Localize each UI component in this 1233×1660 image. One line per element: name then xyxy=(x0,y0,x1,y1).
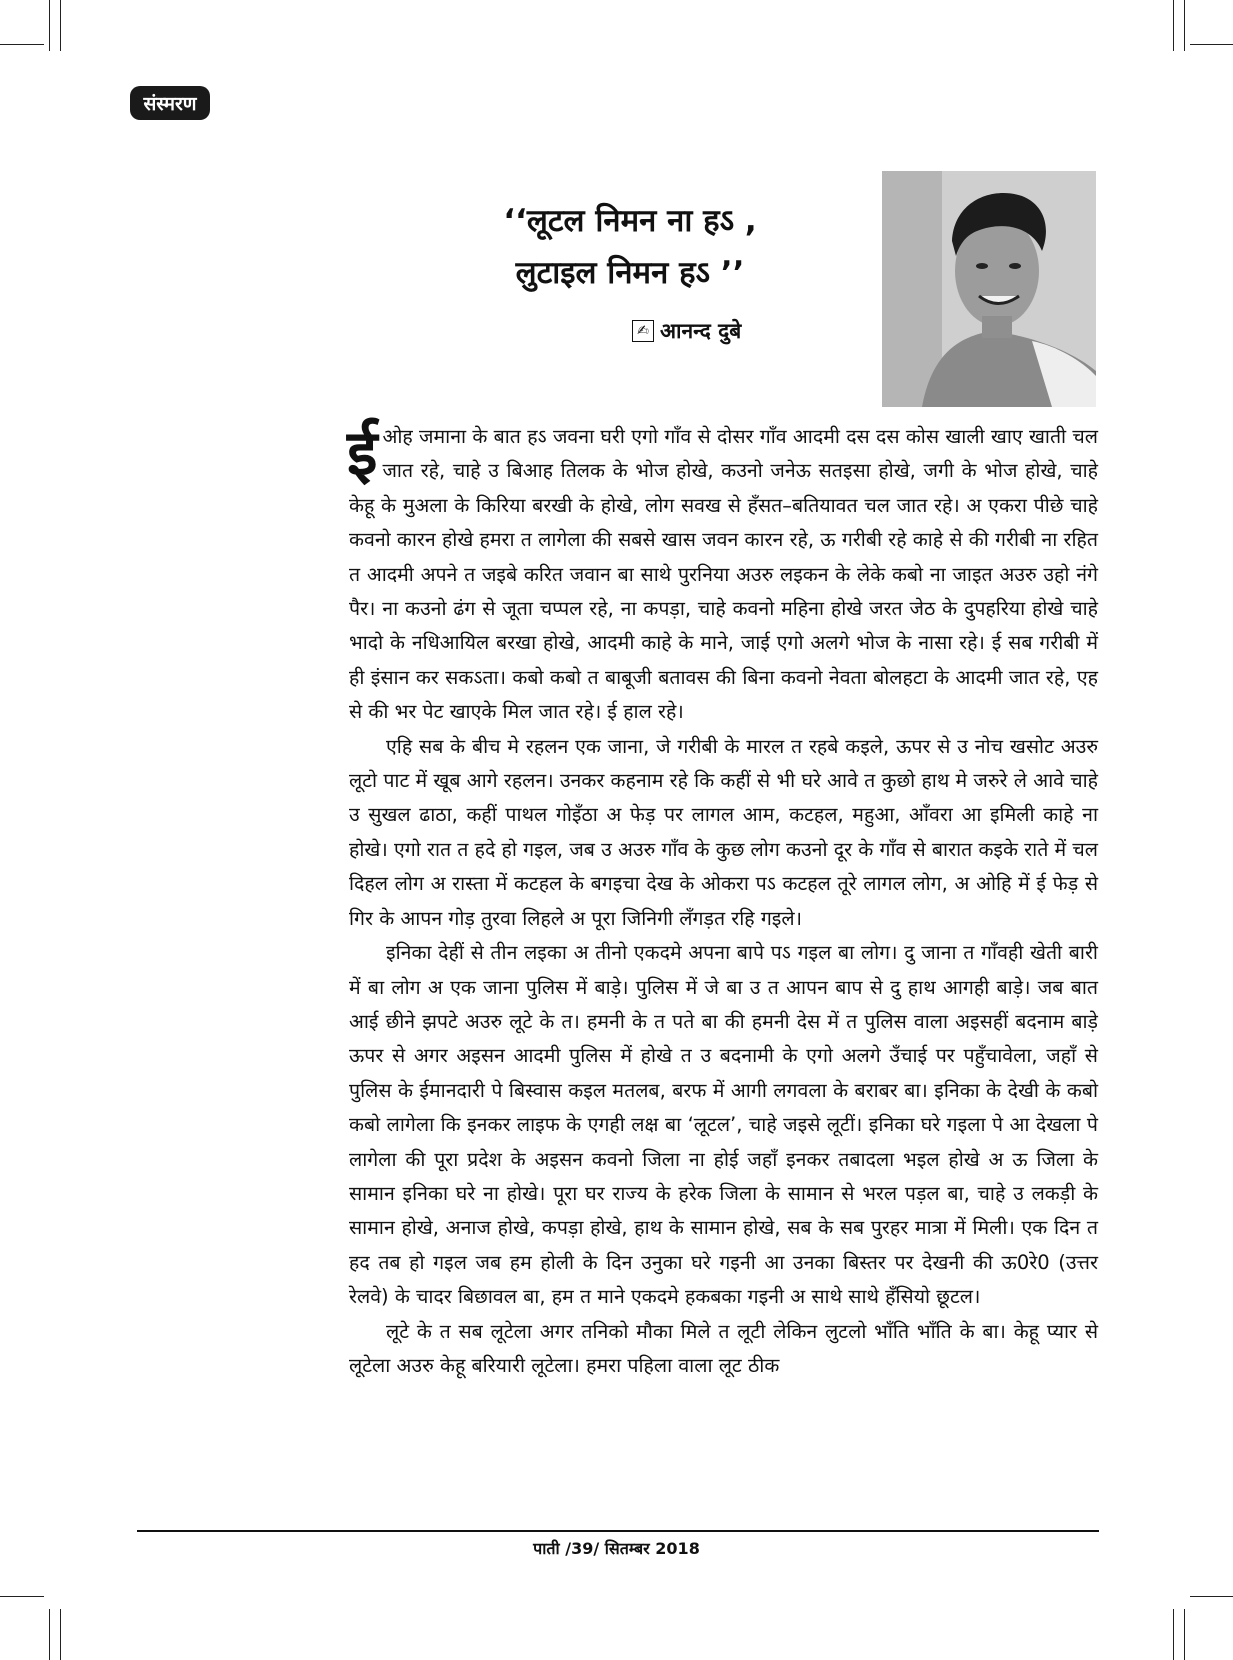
footer-rule xyxy=(137,1530,1099,1532)
author-portrait-illustration xyxy=(882,171,1096,407)
crop-mark xyxy=(60,1609,61,1660)
crop-mark xyxy=(1190,44,1233,45)
paragraph xyxy=(347,416,1098,730)
paragraph-text: ओह जमाना के बात हऽ जवना घरी एगो गाँव से दोसर गाँव आदमी दस दस कोस खाली खाए खाती चल जात रहे, चाहे उ बिआह तिलक के भोज होखे, कउनो जनेऊ सतइसा होखे, जगी के भोज होखे, चाहे केहू के मुअला के किरिया बरखी के होखे, लोग सवख से हँसत–बतियावत चल जात रहे। अ एकरा पीछे चाहे कवनो कारन होखे हमरा त लागेला की सबसे खास जवन कारन रहे, ऊ गरीबी रहे काहे से की गरीबी ना रहित त आदमी अपने त जइबे करित जवान बा साथे पुरनिया अउरु लइकन के लेके कबो ना जाइत अउरु उहो नंगे पैर। ना कउनो ढंग से जूता चप्पल रहे, ना कपड़ा, चाहे कवनो महिना होखे जरत जेठ के दुपहरिया होखे चाहे भादो के नधिआयिल बरखा होखे, आदमी काहे के माने, जाई एगो अलगे भोज के नासा रहे। ई सब गरीबी में ही इंसान कर सकऽता। कबो कबो त बाबूजी बतावस की बिना कवनो नेवता बोलहटा के आदमी जात रहे, एह से की भर पेट खाएके मिल जात रहे। ई हाल रहे। xyxy=(349,425,1098,724)
paragraph: इनिका देहीं से तीन लइका अ तीनो एकदमे अपना बापे पऽ गइल बा लोग। दु जाना त गाँवही खेती बारी में बा लोग अ एक जाना पुलिस में बाड़े। पुलिस में जे बा उ त आपन बाप से दु हाथ आगही बाड़े। जब बात आई छीने झपटे अउरु लूटे के त। हमनी के त पते बा की हमनी देस में त पुलिस वाला अइसहीं बदनाम बाड़े ऊपर से अगर अइसन आदमी पुलिस में होखे त उ बदनामी के एगो अलगे उँचाई पर पहुँचावेला, जहाँ से पुलिस के ईमानदारी पे बिस्वास कइल मतलब, बरफ में आगी लगवला के बराबर बा। इनिका के देखी के कबो कबो लागेला कि इनकर लाइफ के एगही लक्ष बा ‘लूटल’, चाहे जइसे लूटीं। इनिका घरे गइला पे आ देखला पे लागेला की पूरा प्रदेश के अइसन कवनो जिला ना होई जहाँ इनकर तबादला भइल होखे अ ऊ जिला के सामान इनिका घरे ना होखे। पूरा घर राज्य के हरेक जिला के सामान से भरल पड़ल बा, चाहे उ लकड़ी के सामान होखे, अनाज होखे, कपड़ा होखे, हाथ के सामान होखे, सब के सब पुरहर मात्रा में मिली। एक दिन त हद तब हो गइल जब हम होली के दिन उनुका घरे गइनी आ उनका बिस्तर पर देखनी की ऊ0रे0 (उत्तर रेलवे) के चादर बिछावल बा, हम त माने एकदमे हकबका गइनी अ साथे साथे हँसियो छूटल। xyxy=(349,941,1098,1309)
crop-mark xyxy=(1173,1609,1174,1660)
crop-mark xyxy=(0,1596,44,1597)
crop-mark xyxy=(60,0,61,51)
byline xyxy=(632,317,741,345)
section-tag: संस्मरण xyxy=(130,86,210,120)
paragraph: लूटे के त सब लूटेला अगर तनिको मौका मिले त लूटी लेकिन लुटलो भाँति भाँति के बा। केहू प्यार से लूटेला अउरु केहू बरियारी लूटेला। हमरा पहिला वाला लूट ठीक xyxy=(349,1319,1098,1377)
pen-icon: ✍ xyxy=(632,320,654,342)
crop-mark xyxy=(1173,0,1174,51)
title-line-1: ‘‘लूटल निमन ना हऽ , xyxy=(503,203,757,239)
crop-mark xyxy=(1190,1596,1233,1597)
crop-mark xyxy=(0,44,44,45)
crop-mark xyxy=(49,0,50,51)
drop-cap: ई xyxy=(347,416,378,489)
article-body xyxy=(347,416,1098,1383)
crop-mark xyxy=(1184,1609,1185,1660)
crop-mark xyxy=(49,1609,50,1660)
author-name: आनन्द दुबे xyxy=(660,319,742,343)
page-footer: पाती /39/ सितम्बर 2018 xyxy=(533,1539,700,1558)
article-title xyxy=(440,195,820,299)
crop-mark xyxy=(1184,0,1185,51)
paragraph: एहि सब के बीच मे रहलन एक जाना, जे गरीबी के मारल त रहबे कइले, ऊपर से उ नोच खसोट अउरु लूटो पाट में खूब आगे रहलन। उनकर कहनाम रहे कि कहीं से भी घरे आवे त कुछो हाथ मे जरुरे ले आवे चाहे उ सुखल ढाठा, कहीं पाथल गोइँठा अ फेड़ पर लागल आम, कटहल, महुआ, आँवरा आ इमिली काहे ना होखे। एगो रात त हदे हो गइल, जब उ अउरु गाँव के कुछ लोग कउनो दूर के गाँव से बारात कइके राते में चल दिहल लोग अ रास्ता में कटहल के बगइचा देख के ओकरा पऽ कटहल तूरे लागल लोग, अ ओहि में ई फेड़ से गिर के आपन गोड़ तुरवा लिहले अ पूरा जिनिगी लँगड़त रहि गइले। xyxy=(349,734,1098,930)
title-line-2: लुटाइल निमन हऽ ’’ xyxy=(515,255,745,291)
author-photo xyxy=(882,171,1096,407)
